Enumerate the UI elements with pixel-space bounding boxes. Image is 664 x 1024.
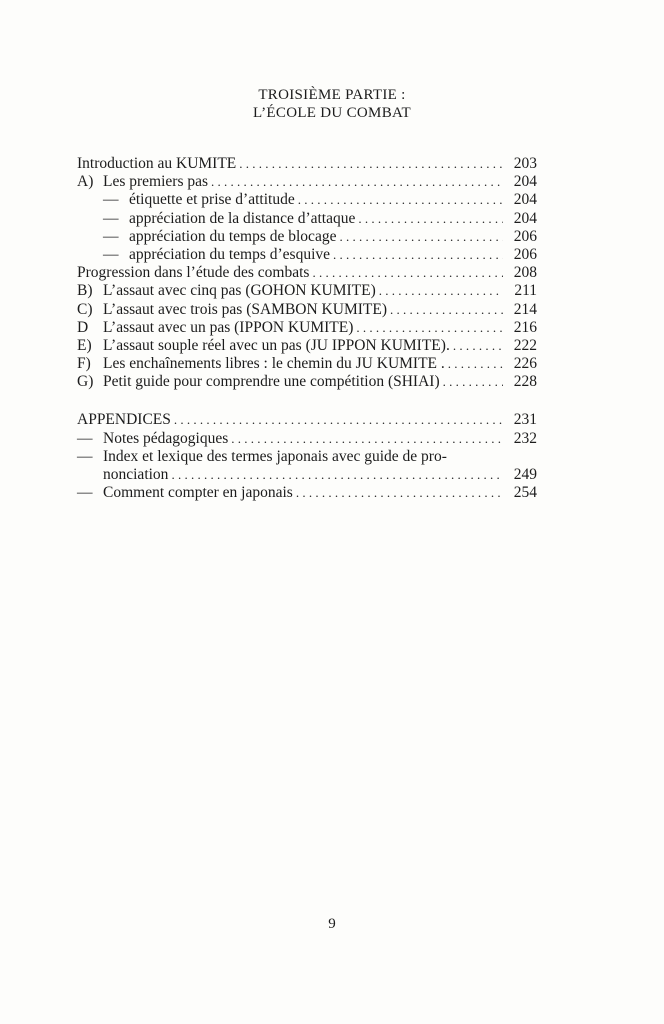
toc-row [77, 484, 537, 502]
toc-entry-title: Petit guide pour comprendre une compétition (SHIAI) [103, 373, 440, 391]
toc-entry-title: Index et lexique des termes japonais avec guide de pro- [103, 447, 447, 465]
toc-row [77, 337, 537, 355]
toc-entry-label: B) [77, 282, 93, 300]
leader-dots [211, 173, 503, 191]
toc-entry-title-continued: nonciation [103, 466, 169, 483]
toc-entry-label: — [103, 209, 119, 227]
toc-page-number: 211 [514, 282, 537, 300]
toc-page-number: 204 [513, 191, 537, 209]
toc-page-number: 206 [513, 245, 537, 263]
toc-page-number: 214 [513, 300, 537, 318]
leader-dots [231, 430, 503, 448]
toc-row [77, 228, 537, 246]
toc-row [77, 448, 537, 466]
toc-page-number: 231 [513, 411, 537, 429]
toc-page-number: 222 [513, 336, 537, 354]
toc-entry-title: Comment compter en japonais [103, 484, 293, 502]
toc-row [77, 301, 537, 319]
leader-dots [312, 264, 503, 282]
toc-entry-label: E) [77, 336, 92, 354]
toc-entry-title: Notes pédagogiques [103, 429, 229, 447]
toc-page-number: 232 [513, 429, 537, 447]
toc-row [77, 373, 537, 391]
toc-entry-title: appréciation de la distance d’attaque [129, 209, 356, 227]
toc-entry-title: L’assaut avec un pas (IPPON KUMITE) [103, 318, 354, 336]
toc-entry-label: G) [77, 373, 94, 391]
toc-entry-label: F) [77, 355, 91, 373]
toc-row [77, 191, 537, 209]
toc-page-number: 206 [513, 227, 537, 245]
toc-entry-label: A) [77, 173, 94, 191]
toc-entry-title: Les enchaînements libres : le chemin du JU KUMITE . [103, 355, 445, 373]
leader-dots [174, 411, 503, 429]
toc-entry-title: L’assaut souple réel avec un pas (JU IPPON KUMITE). [103, 336, 450, 354]
toc-entry-label: — [77, 447, 93, 465]
toc-page-number: 249 [513, 466, 537, 483]
leader-dots [339, 228, 503, 246]
part-title: TROISIÈME PARTIE : [258, 87, 406, 103]
toc-entry-title: appréciation du temps de blocage [129, 227, 337, 245]
toc-entry-title: étiquette et prise d’attitude [129, 191, 295, 209]
toc-page-number: 228 [513, 373, 537, 391]
leader-dots [356, 319, 503, 337]
toc-entry-label: C) [77, 300, 93, 318]
leader-dots [379, 282, 503, 300]
toc-page-number: 204 [513, 209, 537, 227]
toc-entry-title: appréciation du temps d’esquive [129, 245, 331, 263]
toc-row [77, 319, 537, 337]
toc-row [77, 430, 537, 448]
toc-entry-title: APPENDICES [77, 411, 171, 429]
table-of-contents [77, 155, 537, 502]
leader-dots [453, 337, 503, 355]
toc-page-number: 254 [513, 484, 537, 502]
toc-entry-label: — [103, 227, 119, 245]
toc-page-number: 216 [513, 318, 537, 336]
leader-dots [171, 466, 503, 484]
leader-dots [296, 484, 503, 502]
toc-entry-label: — [103, 245, 119, 263]
toc-row [77, 411, 537, 429]
section-spacer [77, 391, 537, 411]
toc-row [77, 210, 537, 228]
toc-entry-title: Les premiers pas [103, 173, 209, 191]
toc-page-number: 204 [513, 173, 537, 191]
leader-dots [443, 373, 503, 391]
toc-row [77, 246, 537, 264]
toc-row [77, 355, 537, 373]
leader-dots [358, 210, 503, 228]
toc-entry-label: — [77, 484, 93, 502]
toc-entry-label: — [77, 429, 93, 447]
leader-dots [239, 155, 503, 173]
toc-entry-title: Introduction au KUMITE [77, 155, 237, 172]
toc-entry-title: L’assaut avec cinq pas (GOHON KUMITE) [103, 282, 376, 300]
section-title: L’ÉCOLE DU COMBAT [253, 105, 411, 121]
page-number-footer: 9 [328, 916, 336, 932]
leader-dots [390, 301, 503, 319]
leader-dots [448, 355, 503, 373]
toc-row-continuation [77, 466, 537, 484]
leader-dots [333, 246, 503, 264]
toc-row [77, 282, 537, 300]
toc-entry-title: L’assaut avec trois pas (SAMBON KUMITE) [103, 300, 387, 318]
toc-entry-label: D [77, 318, 89, 336]
toc-row [77, 264, 537, 282]
toc-row [77, 173, 537, 191]
toc-page-number: 203 [513, 155, 537, 172]
leader-dots [298, 191, 503, 209]
toc-page-number: 226 [513, 355, 537, 373]
toc-entry-label: — [103, 191, 119, 209]
toc-row [77, 155, 537, 173]
toc-entry-title: Progression dans l’étude des combats [77, 264, 310, 282]
toc-page-number: 208 [513, 264, 537, 282]
